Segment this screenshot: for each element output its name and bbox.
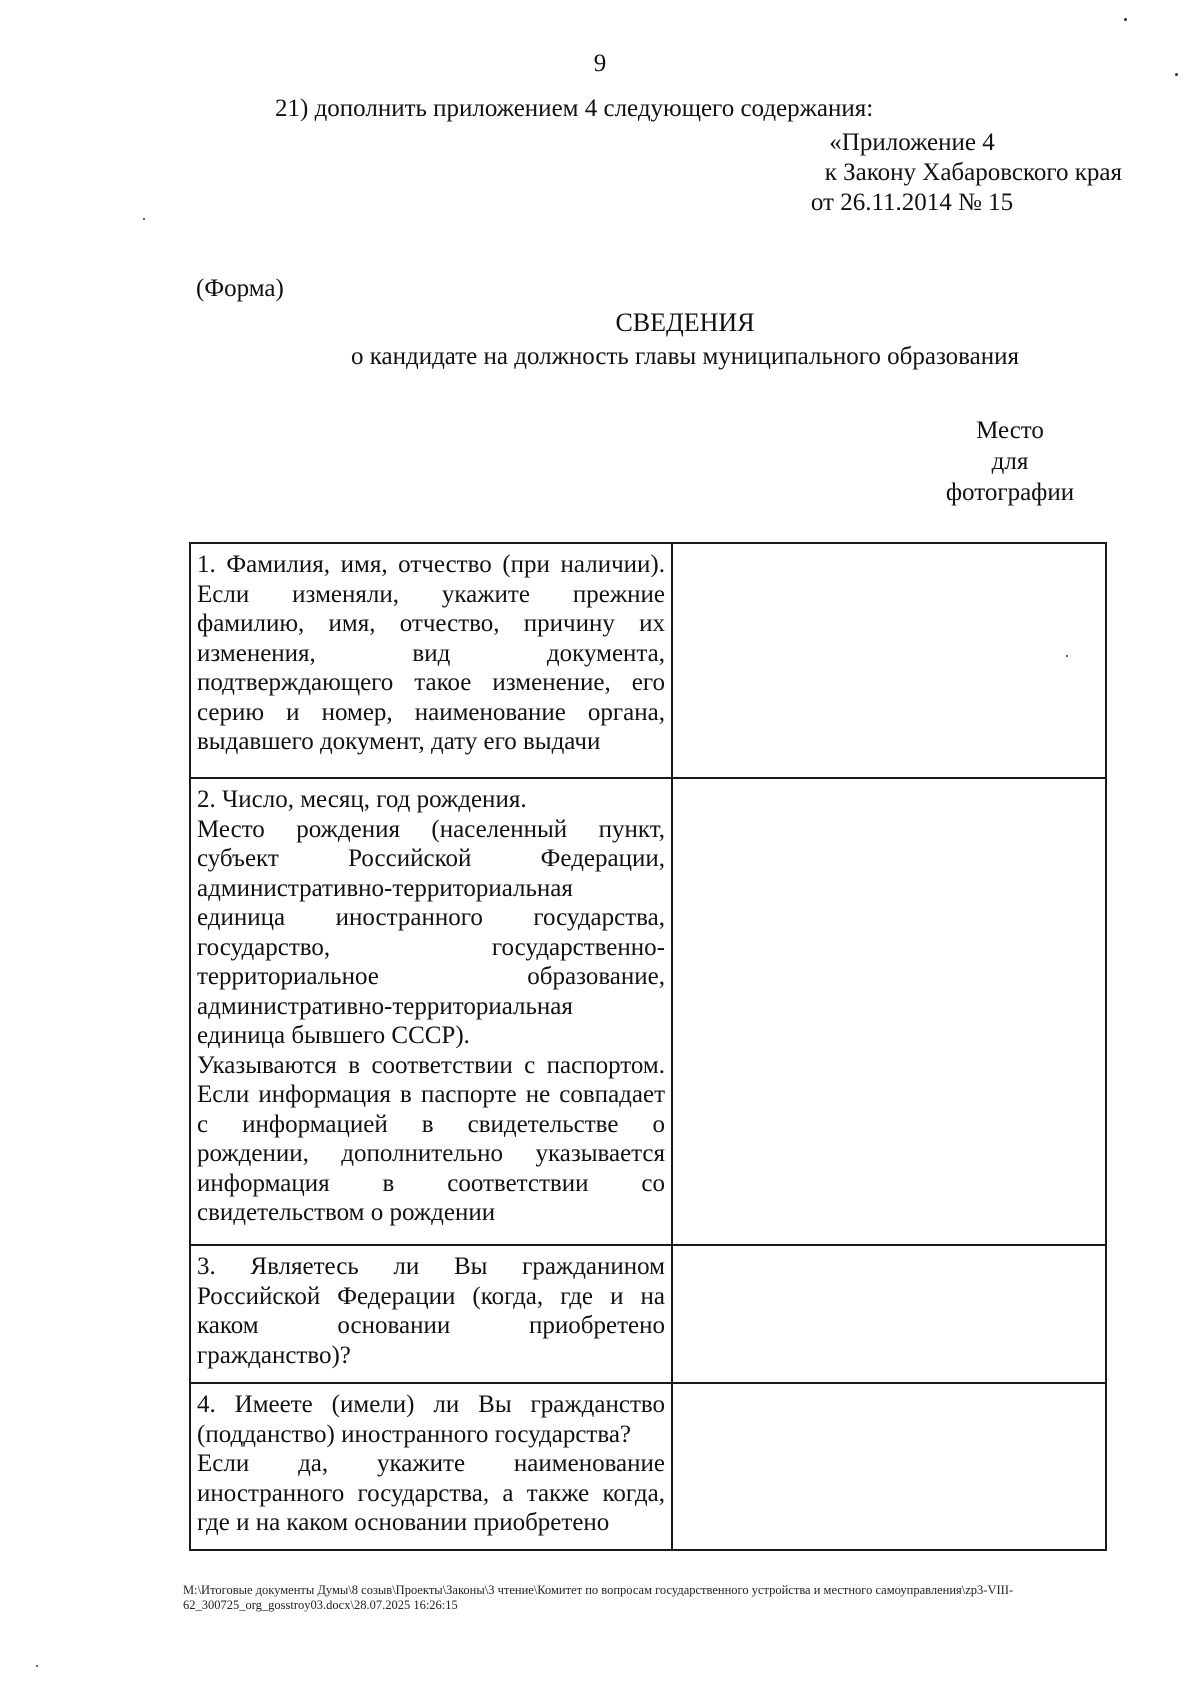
question-cell: 3. Являетесь ли Вы гражданином Российской Федерации (когда, где и на каком основании приобретено гражданство)? <box>190 1245 672 1383</box>
answer-cell[interactable] <box>672 1383 1106 1550</box>
question-line: Указываются в соответствии с паспортом. Если информация в паспорте не совпадает с информацией в свидетельстве о рождении, дополнительно указывается информация в соответствии со свидетельством о рождении <box>197 1051 665 1226</box>
appendix-header <box>702 128 1122 218</box>
question-cell <box>190 1383 672 1550</box>
document-title: СВЕДЕНИЯ <box>615 308 755 337</box>
candidate-info-table <box>189 542 1107 1551</box>
scan-speck <box>143 218 145 220</box>
page-number: 9 <box>593 50 607 77</box>
question-line: Если да, укажите наименование иностранного государства, а также когда, где и на каком основании приобретено <box>197 1450 665 1536</box>
file-path-footer: M:\Итоговые документы Думы\8 созыв\Проекты\Законы\3 чтение\Комитет по вопросам государственного устройства и местного самоуправления\zp3-VIII-62_300725_org_gosstroy03.docx\28.07.2025 16:26:15 <box>183 1583 1014 1612</box>
answer-cell[interactable] <box>672 1245 1106 1383</box>
table-row <box>190 1383 1106 1550</box>
table-row <box>190 1245 1106 1383</box>
appendix-line-2: к Закону Хабаровского края <box>824 159 1122 186</box>
form-label: (Форма) <box>196 275 284 302</box>
photo-line-2: для <box>991 448 1029 475</box>
table-row <box>190 778 1106 1245</box>
table-row <box>190 543 1106 778</box>
question-line: 4. Имеете (имели) ли Вы гражданство (подданство) иностранного государства? <box>197 1391 665 1448</box>
scan-speck <box>36 1665 38 1667</box>
question-cell <box>190 778 672 1245</box>
photo-line-1: Место <box>976 417 1044 444</box>
amendment-intro: 21) дополнить приложением 4 следующего содержания: <box>275 95 874 122</box>
photo-placeholder <box>935 415 1085 508</box>
scan-speck <box>1124 18 1127 21</box>
question-line: 2. Число, месяц, год рождения. <box>197 786 527 813</box>
document-subtitle: о кандидате на должность главы муниципального образования <box>350 343 1020 370</box>
answer-cell[interactable] <box>672 778 1106 1245</box>
answer-cell[interactable] <box>672 543 1106 778</box>
question-line: Место рождения (населенный пункт, субъект Российской Федерации, административно-территориальная единица иностранного государства, государство, государственно-территориальное образование, административно-территориальная единица бывшего СССР). <box>197 815 665 1049</box>
photo-line-3: фотографии <box>945 479 1075 506</box>
scan-speck <box>1175 73 1178 76</box>
appendix-line-1: «Приложение 4 <box>829 129 995 156</box>
appendix-line-3: от 26.11.2014 № 15 <box>810 189 1014 216</box>
question-cell: 1. Фамилия, имя, отчество (при наличии). Если изменяли, укажите прежние фамилию, имя, отчество, причину их изменения, вид документа, подтверждающего такое изменение, его серию и номер, наименование органа, выдавшего документ, дату его выдачи <box>190 543 672 778</box>
scan-speck <box>1066 655 1068 657</box>
